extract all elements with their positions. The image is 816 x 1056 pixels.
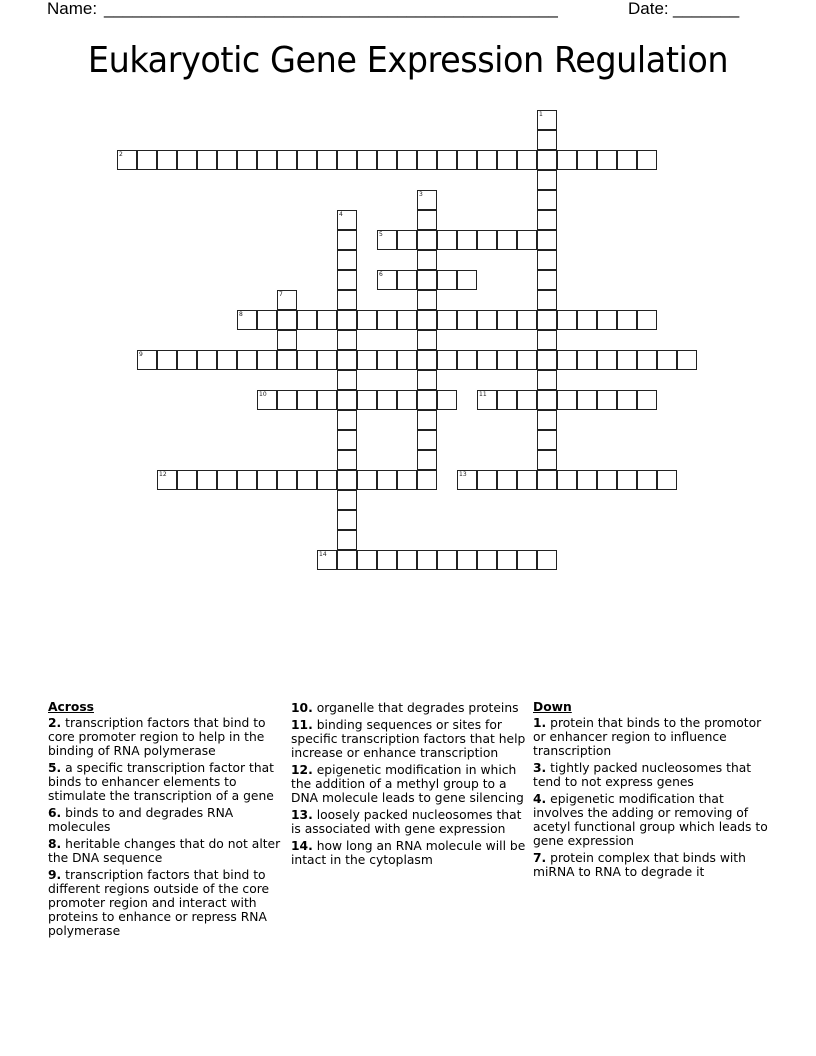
crossword-cell[interactable]: [597, 310, 617, 330]
crossword-cell[interactable]: [477, 230, 497, 250]
crossword-cell[interactable]: [177, 470, 197, 490]
clue-number: 4.: [533, 792, 547, 806]
clue-text: epigenetic modification in which the addition of a methyl group to a DNA molecule leads to gene silencing: [291, 763, 524, 805]
crossword-cell[interactable]: [557, 350, 577, 370]
clue-across-5: [48, 761, 283, 803]
clue-number: 13.: [291, 808, 313, 822]
crossword-cell[interactable]: [377, 310, 397, 330]
crossword-cell[interactable]: [417, 150, 437, 170]
crossword-cell[interactable]: [397, 390, 417, 410]
crossword-cell[interactable]: [157, 350, 177, 370]
crossword-cell[interactable]: [417, 210, 437, 230]
crossword-cell[interactable]: [517, 390, 537, 410]
crossword-cell[interactable]: [337, 490, 357, 510]
crossword-cell[interactable]: [537, 250, 557, 270]
crossword-cell[interactable]: [597, 150, 617, 170]
crossword-cell[interactable]: [457, 150, 477, 170]
crossword-cell[interactable]: [417, 410, 437, 430]
crossword-cell[interactable]: [537, 270, 557, 290]
clue-number: 1.: [533, 716, 547, 730]
crossword-cell[interactable]: [477, 150, 497, 170]
clue-across-12: [291, 763, 526, 805]
clue-text: how long an RNA molecule will be intact in the cytoplasm: [291, 839, 526, 867]
crossword-cell[interactable]: [397, 230, 417, 250]
crossword-cell[interactable]: [137, 350, 157, 370]
crossword-cell[interactable]: [197, 470, 217, 490]
crossword-cell[interactable]: [417, 390, 437, 410]
crossword-cell[interactable]: [517, 310, 537, 330]
clue-text: transcription factors that bind to different regions outside of the core promoter region and interact with proteins to enhance or repress RNA polymerase: [48, 868, 270, 938]
crossword-cell[interactable]: [257, 390, 277, 410]
crossword-cell[interactable]: [617, 350, 637, 370]
clue-across-10: [291, 701, 526, 715]
crossword-cell[interactable]: [277, 390, 297, 410]
crossword-cell[interactable]: [257, 150, 277, 170]
clue-down-4: [533, 792, 773, 848]
crossword-cell[interactable]: [337, 310, 357, 330]
crossword-cell[interactable]: [397, 470, 417, 490]
cell-number: 13: [459, 471, 467, 478]
clue-number: 10.: [291, 701, 313, 715]
crossword-cell[interactable]: [397, 550, 417, 570]
cell-number: 10: [259, 391, 267, 398]
crossword-cell[interactable]: [217, 470, 237, 490]
crossword-cell[interactable]: [337, 350, 357, 370]
crossword-cell[interactable]: [497, 550, 517, 570]
down-heading: Down: [533, 700, 572, 714]
clue-down-7: [533, 851, 773, 879]
crossword-cell[interactable]: [337, 330, 357, 350]
crossword-cell[interactable]: [217, 150, 237, 170]
crossword-cell[interactable]: [537, 430, 557, 450]
crossword-cell[interactable]: [617, 470, 637, 490]
crossword-cell[interactable]: [337, 430, 357, 450]
crossword-cell[interactable]: [577, 310, 597, 330]
crossword-cell[interactable]: [517, 550, 537, 570]
name-field[interactable]: ________________________________________________: [104, 0, 558, 18]
crossword-cell[interactable]: [337, 550, 357, 570]
cell-number: 12: [159, 471, 167, 478]
crossword-cell[interactable]: [357, 350, 377, 370]
cell-number: 5: [379, 231, 383, 238]
crossword-cell[interactable]: [297, 350, 317, 370]
crossword-cell[interactable]: [437, 270, 457, 290]
crossword-cell[interactable]: [337, 370, 357, 390]
across-heading: Across: [48, 700, 94, 714]
crossword-cell[interactable]: [457, 310, 477, 330]
crossword-cell[interactable]: [237, 150, 257, 170]
crossword-cell[interactable]: [117, 150, 137, 170]
crossword-cell[interactable]: [537, 150, 557, 170]
crossword-cell[interactable]: [497, 350, 517, 370]
crossword-cell[interactable]: [597, 350, 617, 370]
crossword-cell[interactable]: [417, 190, 437, 210]
crossword-cell[interactable]: [637, 390, 657, 410]
clue-text: loosely packed nucleosomes that is associated with gene expression: [291, 808, 522, 836]
crossword-cell[interactable]: [417, 370, 437, 390]
clue-text: heritable changes that do not alter the DNA sequence: [48, 837, 281, 865]
cell-number: 9: [139, 351, 143, 358]
crossword-cell[interactable]: [277, 330, 297, 350]
crossword-cell[interactable]: [457, 270, 477, 290]
crossword-cell[interactable]: [617, 310, 637, 330]
crossword-cell[interactable]: [277, 350, 297, 370]
cell-number: 6: [379, 271, 383, 278]
crossword-cell[interactable]: [537, 370, 557, 390]
crossword-cell[interactable]: [417, 250, 437, 270]
crossword-cell[interactable]: [337, 410, 357, 430]
crossword-cell[interactable]: [337, 470, 357, 490]
crossword-cell[interactable]: [437, 350, 457, 370]
cell-number: 2: [119, 151, 123, 158]
crossword-cell[interactable]: [397, 270, 417, 290]
clue-number: 8.: [48, 837, 62, 851]
cell-number: 8: [239, 311, 243, 318]
crossword-cell[interactable]: [657, 470, 677, 490]
date-field[interactable]: _______: [673, 0, 740, 18]
crossword-cell[interactable]: [537, 310, 557, 330]
clue-text: a specific transcription factor that binds to enhancer elements to stimulate the transcription of a gene: [48, 761, 274, 803]
clue-text: tightly packed nucleosomes that tend to not express genes: [533, 761, 752, 789]
clue-text: binds to and degrades RNA molecules: [48, 806, 234, 834]
crossword-cell[interactable]: [357, 390, 377, 410]
crossword-cell[interactable]: [537, 450, 557, 470]
crossword-cell[interactable]: [377, 270, 397, 290]
crossword-cell[interactable]: [537, 290, 557, 310]
cell-number: 3: [419, 191, 423, 198]
crossword-cell[interactable]: [517, 150, 537, 170]
crossword-cell[interactable]: [537, 470, 557, 490]
crossword-cell[interactable]: [337, 390, 357, 410]
crossword-cell[interactable]: [337, 250, 357, 270]
crossword-cell[interactable]: [457, 350, 477, 370]
crossword-cell[interactable]: [537, 170, 557, 190]
crossword-cell[interactable]: [557, 310, 577, 330]
crossword-cell[interactable]: [497, 150, 517, 170]
clue-down-1: [533, 716, 773, 758]
crossword-cell[interactable]: [337, 150, 357, 170]
clue-number: 2.: [48, 716, 62, 730]
crossword-cell[interactable]: [377, 470, 397, 490]
clue-across-14: [291, 839, 526, 867]
crossword-cell[interactable]: [537, 230, 557, 250]
crossword-cell[interactable]: [417, 430, 437, 450]
clue-number: 9.: [48, 868, 62, 882]
crossword-cell[interactable]: [157, 470, 177, 490]
crossword-cell[interactable]: [317, 350, 337, 370]
crossword-cell[interactable]: [317, 390, 337, 410]
down-clues-column: [533, 700, 773, 882]
date-label: Date:: [628, 0, 669, 18]
crossword-cell[interactable]: [577, 470, 597, 490]
crossword-cell[interactable]: [637, 150, 657, 170]
crossword-cell[interactable]: [557, 390, 577, 410]
crossword-cell[interactable]: [197, 350, 217, 370]
name-label: Name:: [47, 0, 98, 18]
clue-across-2: [48, 716, 283, 758]
cell-number: 14: [319, 551, 327, 558]
crossword-cell[interactable]: [417, 230, 437, 250]
clue-down-3: [533, 761, 773, 789]
crossword-cell[interactable]: [357, 310, 377, 330]
worksheet-header: [0, 0, 816, 22]
crossword-cell[interactable]: [417, 310, 437, 330]
crossword-cell[interactable]: [357, 150, 377, 170]
clue-text: binding sequences or sites for specific transcription factors that help increase or enhance transcription: [291, 718, 526, 760]
cell-number: 1: [539, 111, 543, 118]
clue-number: 7.: [533, 851, 547, 865]
crossword-cell[interactable]: [477, 390, 497, 410]
crossword-cell[interactable]: [537, 190, 557, 210]
crossword-cell[interactable]: [377, 150, 397, 170]
crossword-cell[interactable]: [457, 230, 477, 250]
crossword-cell[interactable]: [637, 350, 657, 370]
across-clues-column-2: [291, 701, 526, 870]
crossword-cell[interactable]: [457, 470, 477, 490]
crossword-cell[interactable]: [297, 470, 317, 490]
crossword-cell[interactable]: [217, 350, 237, 370]
clue-number: 11.: [291, 718, 313, 732]
clue-number: 5.: [48, 761, 62, 775]
crossword-cell[interactable]: [617, 390, 637, 410]
crossword-cell[interactable]: [257, 310, 277, 330]
crossword-cell[interactable]: [337, 450, 357, 470]
crossword-cell[interactable]: [337, 270, 357, 290]
crossword-cell[interactable]: [557, 150, 577, 170]
crossword-cell[interactable]: [277, 150, 297, 170]
clue-across-8: [48, 837, 283, 865]
crossword-cell[interactable]: [437, 310, 457, 330]
crossword-cell[interactable]: [317, 150, 337, 170]
crossword-cell[interactable]: [337, 210, 357, 230]
clue-across-11: [291, 718, 526, 760]
crossword-cell[interactable]: [537, 410, 557, 430]
crossword-cell[interactable]: [237, 350, 257, 370]
crossword-cell[interactable]: [337, 510, 357, 530]
crossword-cell[interactable]: [517, 230, 537, 250]
crossword-cell[interactable]: [377, 550, 397, 570]
crossword-cell[interactable]: [577, 390, 597, 410]
cell-number: 7: [279, 291, 283, 298]
crossword-cell[interactable]: [497, 230, 517, 250]
crossword-cell[interactable]: [437, 150, 457, 170]
crossword-cell[interactable]: [617, 150, 637, 170]
crossword-cell[interactable]: [337, 290, 357, 310]
clue-number: 12.: [291, 763, 313, 777]
clue-across-9: [48, 868, 283, 938]
cell-number: 11: [479, 391, 487, 398]
crossword-cell[interactable]: [277, 310, 297, 330]
crossword-cell[interactable]: [297, 310, 317, 330]
crossword-cell[interactable]: [397, 350, 417, 370]
crossword-cell[interactable]: [637, 310, 657, 330]
crossword-cell[interactable]: [437, 390, 457, 410]
crossword-cell[interactable]: [497, 310, 517, 330]
crossword-cell[interactable]: [357, 550, 377, 570]
crossword-cell[interactable]: [597, 470, 617, 490]
crossword-cell[interactable]: [417, 350, 437, 370]
clue-number: 6.: [48, 806, 62, 820]
crossword-cell[interactable]: [177, 150, 197, 170]
clue-text: organelle that degrades proteins: [316, 701, 519, 715]
crossword-cell[interactable]: [257, 350, 277, 370]
clue-number: 3.: [533, 761, 547, 775]
crossword-cell[interactable]: [557, 470, 577, 490]
crossword-cell[interactable]: [317, 470, 337, 490]
clue-text: protein complex that binds with miRNA to RNA to degrade it: [533, 851, 746, 879]
crossword-cell[interactable]: [537, 390, 557, 410]
crossword-cell[interactable]: [277, 290, 297, 310]
crossword-cell[interactable]: [417, 270, 437, 290]
crossword-cell[interactable]: [277, 470, 297, 490]
crossword-cell[interactable]: [377, 350, 397, 370]
crossword-cell[interactable]: [337, 530, 357, 550]
crossword-cell[interactable]: [377, 230, 397, 250]
crossword-cell[interactable]: [477, 350, 497, 370]
cell-number: 4: [339, 211, 343, 218]
crossword-cell[interactable]: [537, 330, 557, 350]
across-clues-column-1: [48, 700, 283, 941]
clue-text: transcription factors that bind to core promoter region to help in the binding of RNA polymerase: [48, 716, 266, 758]
crossword-cell[interactable]: [337, 230, 357, 250]
crossword-cell[interactable]: [397, 150, 417, 170]
crossword-cell[interactable]: [377, 390, 397, 410]
crossword-cell[interactable]: [537, 210, 557, 230]
crossword-cell[interactable]: [537, 550, 557, 570]
crossword-cell[interactable]: [577, 350, 597, 370]
crossword-cell[interactable]: [537, 110, 557, 130]
crossword-cell[interactable]: [417, 450, 437, 470]
clue-across-13: [291, 808, 526, 836]
crossword-cell[interactable]: [237, 470, 257, 490]
crossword-cell[interactable]: [417, 330, 437, 350]
crossword-cell[interactable]: [497, 390, 517, 410]
crossword-cell[interactable]: [297, 390, 317, 410]
crossword-cell[interactable]: [177, 350, 197, 370]
crossword-cell[interactable]: [397, 310, 417, 330]
crossword-cell[interactable]: [437, 550, 457, 570]
crossword-cell[interactable]: [477, 310, 497, 330]
crossword-cell[interactable]: [497, 470, 517, 490]
crossword-cell[interactable]: [457, 550, 477, 570]
clue-text: protein that binds to the promotor or enhancer region to influence transcription: [533, 716, 762, 758]
crossword-cell[interactable]: [477, 470, 497, 490]
clue-text: epigenetic modification that involves the adding or removing of acetyl functional group which leads to gene expression: [533, 792, 768, 848]
crossword-cell[interactable]: [257, 470, 277, 490]
crossword-cell[interactable]: [517, 470, 537, 490]
crossword-cell[interactable]: [677, 350, 697, 370]
crossword-cell[interactable]: [417, 550, 437, 570]
crossword-cell[interactable]: [417, 470, 437, 490]
crossword-cell[interactable]: [437, 230, 457, 250]
crossword-cell[interactable]: [357, 470, 377, 490]
crossword-cell[interactable]: [137, 150, 157, 170]
crossword-cell[interactable]: [417, 290, 437, 310]
crossword-cell[interactable]: [537, 130, 557, 150]
crossword-cell[interactable]: [237, 310, 257, 330]
crossword-cell[interactable]: [317, 550, 337, 570]
crossword-cell[interactable]: [517, 350, 537, 370]
clue-number: 14.: [291, 839, 313, 853]
page-title: Eukaryotic Gene Expression Regulation: [87, 40, 729, 81]
crossword-cell[interactable]: [537, 350, 557, 370]
crossword-cell[interactable]: [157, 150, 177, 170]
crossword-cell[interactable]: [637, 470, 657, 490]
crossword-cell[interactable]: [317, 310, 337, 330]
crossword-cell[interactable]: [197, 150, 217, 170]
crossword-cell[interactable]: [297, 150, 317, 170]
crossword-cell[interactable]: [577, 150, 597, 170]
clue-across-6: [48, 806, 283, 834]
crossword-cell[interactable]: [657, 350, 677, 370]
crossword-cell[interactable]: [477, 550, 497, 570]
crossword-cell[interactable]: [597, 390, 617, 410]
